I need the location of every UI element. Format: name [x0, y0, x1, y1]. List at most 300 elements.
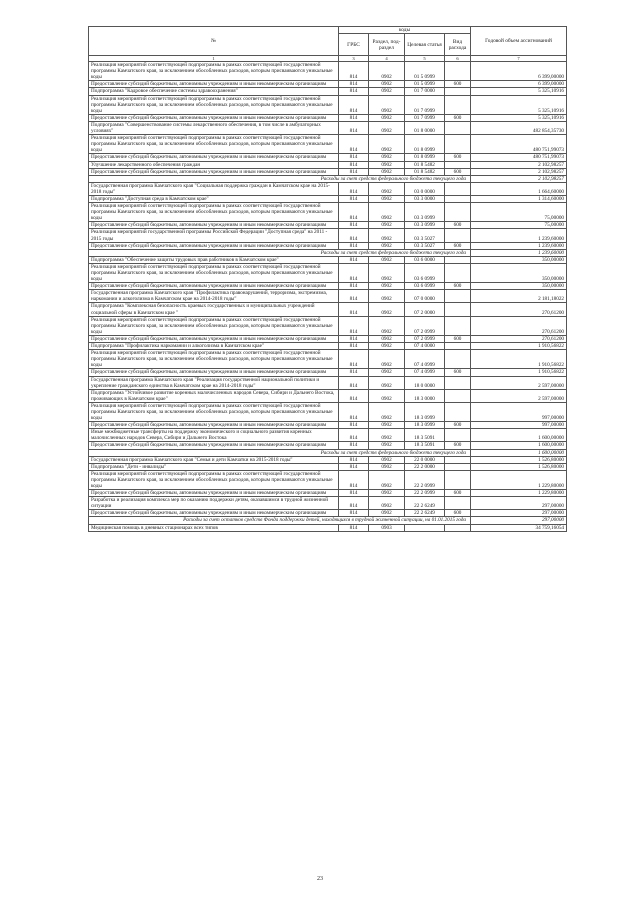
expense-type-cell — [445, 303, 471, 316]
razdel-cell: 0902 — [369, 203, 405, 222]
table-row — [89, 456, 567, 463]
razdel-cell: 0902 — [369, 182, 405, 195]
page-number: 23 — [317, 876, 323, 882]
target-article-cell: 22 2 6249 — [405, 510, 445, 517]
row-name-cell: Подпрограмма "Доступная среда в Камчатском крае" — [89, 195, 339, 202]
table-row — [89, 182, 567, 195]
amount-cell: 480 751,99073 — [471, 135, 567, 154]
table-row — [89, 88, 567, 95]
grbs-cell: 814 — [339, 463, 369, 470]
grbs-cell: 814 — [339, 316, 369, 335]
razdel-cell: 0902 — [369, 303, 405, 316]
table-row — [89, 343, 567, 350]
table-row — [89, 195, 567, 202]
row-name-cell: Реализация мероприятий соответствующей подпрограммы в рамках соответствующей государственной программы Камчатского края, за исключением обособленных расходов, которым присваиваются уникальные коды — [89, 316, 339, 335]
razdel-cell: 0902 — [369, 463, 405, 470]
table-row — [89, 316, 567, 335]
amount-cell: 1 314,60000 — [471, 195, 567, 202]
table-row — [89, 429, 567, 442]
expense-type-cell — [445, 497, 471, 510]
target-article-cell: 18 3 0000 — [405, 389, 445, 402]
razdel-cell: 0902 — [369, 168, 405, 175]
grbs-cell: 814 — [339, 456, 369, 463]
amount-cell: 270,61200 — [471, 335, 567, 342]
note-amount: 2 102,98257 — [471, 175, 567, 182]
header-amount: Годовой объем ассигнований — [471, 27, 567, 56]
header-number: № — [89, 27, 339, 56]
expense-type-cell — [445, 88, 471, 95]
row-name-cell: Улучшение лекарственного обеспечения граждан — [89, 161, 339, 168]
razdel-cell: 0902 — [369, 114, 405, 121]
razdel-cell: 0902 — [369, 456, 405, 463]
table-row — [89, 376, 567, 389]
row-name-cell: Реализация мероприятий соответствующей подпрограммы в рамках соответствующей государственной программы Камчатского края, за исключением обособленных расходов, которым присваиваются уникальные коды — [89, 203, 339, 222]
target-article-cell: 22 0 0000 — [405, 456, 445, 463]
expense-type-cell: 600 — [445, 510, 471, 517]
amount-cell: 5 325,10916 — [471, 88, 567, 95]
grbs-cell: 814 — [339, 114, 369, 121]
amount-cell: 2 102,98257 — [471, 161, 567, 168]
razdel-cell: 0902 — [369, 121, 405, 134]
amount-cell: 297,00000 — [471, 510, 567, 517]
row-name-cell: Иные межбюджетные трансферты на поддержку экономического и социального развития коренных малочисленных народов Севера, Сибири и Дальнего Востока — [89, 429, 339, 442]
target-article-cell: 03 3 5027 — [405, 242, 445, 249]
expense-type-cell — [445, 350, 471, 369]
target-article-cell: 03 3 5027 — [405, 229, 445, 242]
grbs-cell: 814 — [339, 442, 369, 449]
razdel-cell: 0902 — [369, 442, 405, 449]
razdel-cell: 0903 — [369, 524, 405, 531]
index-cell: 5 — [405, 56, 445, 62]
table-row — [89, 161, 567, 168]
funding-note-row — [89, 517, 567, 524]
expense-type-cell — [445, 524, 471, 531]
note-text: Расходы за счет средств федерального бюджета текущего года — [89, 175, 471, 182]
target-article-cell — [405, 524, 445, 531]
table-row — [89, 121, 567, 134]
table-row — [89, 283, 567, 290]
row-name-cell: Предоставление субсидий бюджетным, автономным учреждениям и иным некоммерческим организациям — [89, 168, 339, 175]
expense-type-cell — [445, 229, 471, 242]
row-name-cell: Реализация мероприятий соответствующей подпрограммы в рамках соответствующей государственной программы Камчатского края, за исключением обособленных расходов, которым присваиваются уникальные коды — [89, 263, 339, 282]
target-article-cell: 22 2 0999 — [405, 470, 445, 489]
expense-type-cell: 600 — [445, 168, 471, 175]
target-article-cell: 01 8 0999 — [405, 135, 445, 154]
razdel-cell: 0902 — [369, 402, 405, 421]
target-article-cell: 22 2 0000 — [405, 463, 445, 470]
amount-cell: 270,61200 — [471, 303, 567, 316]
expense-type-cell — [445, 316, 471, 335]
table-row — [89, 422, 567, 429]
document-page — [88, 26, 566, 532]
expense-type-cell: 600 — [445, 81, 471, 88]
target-article-cell: 07 2 0999 — [405, 316, 445, 335]
grbs-cell: 814 — [339, 303, 369, 316]
target-article-cell: 03 3 0999 — [405, 222, 445, 229]
expense-type-cell: 600 — [445, 154, 471, 161]
amount-cell: 1 600,00000 — [471, 429, 567, 442]
amount-cell: 482 854,35730 — [471, 121, 567, 134]
grbs-cell: 814 — [339, 195, 369, 202]
expense-type-cell: 600 — [445, 242, 471, 249]
expense-type-cell: 600 — [445, 369, 471, 376]
row-name-cell: Подпрограмма "Обеспечение защиты трудовых прав работников в Камчатском крае" — [89, 256, 339, 263]
expense-type-cell — [445, 62, 471, 81]
table-row — [89, 203, 567, 222]
expense-type-cell — [445, 263, 471, 282]
razdel-cell: 0902 — [369, 135, 405, 154]
grbs-cell: 814 — [339, 95, 369, 114]
razdel-cell: 0902 — [369, 429, 405, 442]
row-name-cell: Реализация мероприятий государственной программы Российской Федерации "Доступная среда" на 2011 - 2015 годы — [89, 229, 339, 242]
table-row — [89, 290, 567, 303]
table-row — [89, 303, 567, 316]
target-article-cell: 03 3 0999 — [405, 203, 445, 222]
row-name-cell: Предоставление субсидий бюджетным, автономным учреждениям и иным некоммерческим организациям — [89, 422, 339, 429]
amount-cell: 2 597,00000 — [471, 376, 567, 389]
row-name-cell: Реализация мероприятий соответствующей подпрограммы в рамках соответствующей государственной программы Камчатского края, за исключением обособленных расходов, которым присваиваются уникальные коды — [89, 135, 339, 154]
target-article-cell: 22 2 0999 — [405, 490, 445, 497]
grbs-cell: 814 — [339, 283, 369, 290]
table-row — [89, 335, 567, 342]
grbs-cell: 814 — [339, 490, 369, 497]
target-article-cell: 01 7 0999 — [405, 95, 445, 114]
grbs-cell: 814 — [339, 81, 369, 88]
target-article-cell: 01 5 0999 — [405, 62, 445, 81]
amount-cell: 1 526,80000 — [471, 463, 567, 470]
table-row — [89, 490, 567, 497]
grbs-cell: 814 — [339, 497, 369, 510]
table-header — [89, 27, 567, 62]
amount-cell: 75,00000 — [471, 222, 567, 229]
table-row — [89, 95, 567, 114]
amount-cell: 350,00000 — [471, 263, 567, 282]
amount-cell: 1 239,60000 — [471, 242, 567, 249]
amount-cell: 350,00000 — [471, 283, 567, 290]
target-article-cell: 03 6 0999 — [405, 263, 445, 282]
header-grbs: ГРБС — [339, 34, 369, 56]
expense-type-cell — [445, 290, 471, 303]
razdel-cell: 0902 — [369, 343, 405, 350]
target-article-cell: 01 8 5482 — [405, 161, 445, 168]
grbs-cell: 814 — [339, 376, 369, 389]
razdel-cell: 0902 — [369, 470, 405, 489]
razdel-cell: 0902 — [369, 95, 405, 114]
grbs-cell: 814 — [339, 290, 369, 303]
header-vid: Вид расхода — [445, 34, 471, 56]
row-name-cell: Государственная программа Камчатского края "Профилактика правонарушений, терроризма, экстремизма, наркомании и алкоголизма в Камчатском крае на 2014-2018 годы" — [89, 290, 339, 303]
expense-type-cell — [445, 456, 471, 463]
index-cell: 4 — [369, 56, 405, 62]
amount-cell: 1 239,60000 — [471, 229, 567, 242]
row-name-cell: Предоставление субсидий бюджетным, автономным учреждениям и иным некоммерческим организациям — [89, 242, 339, 249]
row-name-cell: Реализация мероприятий соответствующей подпрограммы в рамках соответствующей государственной программы Камчатского края, за исключением обособленных расходов, которым присваиваются уникальные коды — [89, 95, 339, 114]
target-article-cell: 18 3 0999 — [405, 422, 445, 429]
amount-cell: 2 102,98257 — [471, 168, 567, 175]
amount-cell: 1 910,56822 — [471, 369, 567, 376]
index-cell: 6 — [445, 56, 471, 62]
expense-type-cell — [445, 135, 471, 154]
amount-cell: 997,00000 — [471, 422, 567, 429]
target-article-cell: 07 4 0000 — [405, 343, 445, 350]
amount-cell: 1 910,56822 — [471, 350, 567, 369]
budget-table — [88, 26, 567, 532]
table-row — [89, 442, 567, 449]
row-name-cell: Государственная программа Камчатского края "Социальная поддержка граждан в Камчатском крае на 2015-2018 годы" — [89, 182, 339, 195]
table-row — [89, 524, 567, 531]
row-name-cell: Медицинская помощь в дневных стационарах всех типов — [89, 524, 339, 531]
row-name-cell: Подпрограмма "Совершенствование системы лекарственного обеспечения, в том числе в амбулаторных условиях" — [89, 121, 339, 134]
expense-type-cell: 600 — [445, 442, 471, 449]
razdel-cell: 0902 — [369, 222, 405, 229]
razdel-cell: 0902 — [369, 389, 405, 402]
row-name-cell: Предоставление субсидий бюджетным, автономным учреждениям и иным некоммерческим организациям — [89, 369, 339, 376]
grbs-cell: 814 — [339, 510, 369, 517]
row-name-cell: Предоставление субсидий бюджетным, автономным учреждениям и иным некоммерческим организациям — [89, 490, 339, 497]
razdel-cell: 0902 — [369, 81, 405, 88]
expense-type-cell — [445, 389, 471, 402]
amount-cell: 1 229,80000 — [471, 470, 567, 489]
header-codes: коды — [339, 27, 471, 34]
razdel-cell: 0902 — [369, 263, 405, 282]
grbs-cell: 814 — [339, 161, 369, 168]
table-row — [89, 369, 567, 376]
grbs-cell: 814 — [339, 242, 369, 249]
expense-type-cell — [445, 95, 471, 114]
expense-type-cell — [445, 121, 471, 134]
amount-cell: 1 229,80000 — [471, 490, 567, 497]
target-article-cell: 01 5 0999 — [405, 81, 445, 88]
funding-note-row — [89, 249, 567, 256]
razdel-cell: 0902 — [369, 422, 405, 429]
target-article-cell: 18 3 5091 — [405, 442, 445, 449]
razdel-cell: 0902 — [369, 62, 405, 81]
target-article-cell: 07 2 0999 — [405, 335, 445, 342]
grbs-cell: 814 — [339, 88, 369, 95]
table-row — [89, 497, 567, 510]
grbs-cell: 814 — [339, 135, 369, 154]
row-name-cell: Подпрограмма "Комплексная безопасность краевых государственных и муниципальных учреждений социальной сферы в Камчатском крае " — [89, 303, 339, 316]
amount-cell: 6 399,00000 — [471, 62, 567, 81]
row-name-cell: Предоставление субсидий бюджетным, автономным учреждениям и иным некоммерческим организациям — [89, 154, 339, 161]
target-article-cell: 01 7 0999 — [405, 114, 445, 121]
expense-type-cell — [445, 203, 471, 222]
grbs-cell: 814 — [339, 422, 369, 429]
note-amount: 1 600,00000 — [471, 449, 567, 456]
grbs-cell: 814 — [339, 369, 369, 376]
grbs-cell: 814 — [339, 222, 369, 229]
expense-type-cell — [445, 376, 471, 389]
funding-note-row — [89, 175, 567, 182]
grbs-cell: 814 — [339, 62, 369, 81]
header-tsel: Целевая статья — [405, 34, 445, 56]
row-name-cell: Реализация мероприятий соответствующей подпрограммы в рамках соответствующей государственной программы Камчатского края, за исключением обособленных расходов, которым присваиваются уникальные коды — [89, 470, 339, 489]
table-row — [89, 81, 567, 88]
row-name-cell: Подпрограмма "Дети - инвалиды" — [89, 463, 339, 470]
grbs-cell: 814 — [339, 182, 369, 195]
header-razdel: Раздел, под-раздел — [369, 34, 405, 56]
razdel-cell: 0902 — [369, 376, 405, 389]
amount-cell: 1 664,60000 — [471, 182, 567, 195]
target-article-cell: 01 7 0000 — [405, 88, 445, 95]
amount-cell: 75,00000 — [471, 203, 567, 222]
razdel-cell: 0902 — [369, 510, 405, 517]
expense-type-cell — [445, 256, 471, 263]
grbs-cell: 814 — [339, 524, 369, 531]
row-name-cell: Предоставление субсидий бюджетным, автономным учреждениям и иным некоммерческим организациям — [89, 114, 339, 121]
grbs-cell: 814 — [339, 154, 369, 161]
amount-cell: 997,00000 — [471, 402, 567, 421]
amount-cell: 270,61200 — [471, 316, 567, 335]
grbs-cell: 814 — [339, 121, 369, 134]
razdel-cell: 0902 — [369, 154, 405, 161]
row-name-cell: Подпрограмма "Профилактика наркомании и алкоголизма в Камчатском крае" — [89, 343, 339, 350]
expense-type-cell: 600 — [445, 283, 471, 290]
target-article-cell: 03 6 0000 — [405, 256, 445, 263]
funding-note-row — [89, 449, 567, 456]
row-name-cell: Предоставление субсидий бюджетным, автономным учреждениям и иным некоммерческим организациям — [89, 283, 339, 290]
table-row — [89, 402, 567, 421]
target-article-cell: 03 0 0000 — [405, 182, 445, 195]
row-name-cell: Предоставление субсидий бюджетным, автономным учреждениям и иным некоммерческим организациям — [89, 335, 339, 342]
table-row — [89, 135, 567, 154]
razdel-cell: 0902 — [369, 369, 405, 376]
note-amount: 297,00000 — [471, 517, 567, 524]
grbs-cell: 814 — [339, 350, 369, 369]
target-article-cell: 01 8 0000 — [405, 121, 445, 134]
index-cell: 7 — [471, 56, 567, 62]
target-article-cell: 01 8 5482 — [405, 168, 445, 175]
target-article-cell: 07 4 0999 — [405, 350, 445, 369]
table-row — [89, 154, 567, 161]
amount-cell: 6 399,00000 — [471, 81, 567, 88]
row-name-cell: Подпрограмма "Кадровое обеспечение системы здравоохранения" — [89, 88, 339, 95]
razdel-cell: 0902 — [369, 256, 405, 263]
target-article-cell: 07 0 0000 — [405, 290, 445, 303]
table-row — [89, 229, 567, 242]
table-row — [89, 263, 567, 282]
razdel-cell: 0902 — [369, 290, 405, 303]
table-row — [89, 470, 567, 489]
expense-type-cell — [445, 402, 471, 421]
razdel-cell: 0902 — [369, 195, 405, 202]
table-row — [89, 389, 567, 402]
expense-type-cell: 600 — [445, 114, 471, 121]
row-name-cell: Реализация мероприятий соответствующей подпрограммы в рамках соответствующей государственной программы Камчатского края, за исключением обособленных расходов, которым присваиваются уникальные коды — [89, 402, 339, 421]
target-article-cell: 22 2 6249 — [405, 497, 445, 510]
target-article-cell: 07 2 0000 — [405, 303, 445, 316]
razdel-cell: 0902 — [369, 490, 405, 497]
amount-cell: 1 526,80000 — [471, 456, 567, 463]
razdel-cell: 0902 — [369, 242, 405, 249]
table-row — [89, 168, 567, 175]
razdel-cell: 0902 — [369, 316, 405, 335]
grbs-cell: 814 — [339, 203, 369, 222]
index-cell: 3 — [339, 56, 369, 62]
target-article-cell: 18 3 0999 — [405, 402, 445, 421]
row-name-cell: Государственная программа Камчатского края "Реализация государственной национальной политики и укрепление гражданского единства в Камчатском крае на 2014-2018 годы" — [89, 376, 339, 389]
table-row — [89, 222, 567, 229]
table-row — [89, 463, 567, 470]
amount-cell: 2 181,18022 — [471, 290, 567, 303]
note-text: Расходы за счет средств федерального бюджета текущего года — [89, 249, 471, 256]
row-name-cell: Предоставление субсидий бюджетным, автономным учреждениям и иным некоммерческим организациям — [89, 81, 339, 88]
target-article-cell: 01 8 0999 — [405, 154, 445, 161]
grbs-cell: 814 — [339, 335, 369, 342]
table-row — [89, 510, 567, 517]
row-name-cell: Предоставление субсидий бюджетным, автономным учреждениям и иным некоммерческим организациям — [89, 510, 339, 517]
row-name-cell: Предоставление субсидий бюджетным, автономным учреждениям и иным некоммерческим организациям — [89, 442, 339, 449]
table-row — [89, 350, 567, 369]
razdel-cell: 0902 — [369, 229, 405, 242]
grbs-cell: 814 — [339, 389, 369, 402]
table-body — [89, 62, 567, 532]
table-row — [89, 242, 567, 249]
grbs-cell: 814 — [339, 429, 369, 442]
razdel-cell: 0902 — [369, 161, 405, 168]
note-text: Расходы за счет средств федерального бюджета текущего года — [89, 449, 471, 456]
expense-type-cell: 600 — [445, 222, 471, 229]
expense-type-cell — [445, 343, 471, 350]
amount-cell: 34 759,16054 — [471, 524, 567, 531]
table-row — [89, 62, 567, 81]
amount-cell: 1 600,00000 — [471, 442, 567, 449]
amount-cell: 297,00000 — [471, 497, 567, 510]
target-article-cell: 18 0 0000 — [405, 376, 445, 389]
grbs-cell: 814 — [339, 256, 369, 263]
razdel-cell: 0902 — [369, 335, 405, 342]
expense-type-cell — [445, 429, 471, 442]
expense-type-cell: 600 — [445, 490, 471, 497]
note-amount: 1 239,60000 — [471, 249, 567, 256]
row-name-cell: Разработка и реализация комплекса мер по оказанию поддержки детям, оказавшимся в трудной жизненной ситуации — [89, 497, 339, 510]
grbs-cell: 814 — [339, 263, 369, 282]
row-name-cell: Реализация мероприятий соответствующей подпрограммы в рамках соответствующей государственной программы Камчатского края, за исключением обособленных расходов, которым присваиваются уникальные коды — [89, 62, 339, 81]
table-row — [89, 114, 567, 121]
amount-cell: 350,00000 — [471, 256, 567, 263]
target-article-cell: 18 3 5091 — [405, 429, 445, 442]
expense-type-cell — [445, 182, 471, 195]
expense-type-cell — [445, 470, 471, 489]
expense-type-cell — [445, 161, 471, 168]
row-name-cell: Подпрограмма "Устойчивое развитие коренных малочисленных народов Севера, Сибири и Дальнего Востока, проживающих в Камчатском крае" — [89, 389, 339, 402]
target-article-cell: 07 4 0999 — [405, 369, 445, 376]
grbs-cell: 814 — [339, 168, 369, 175]
expense-type-cell — [445, 195, 471, 202]
expense-type-cell: 600 — [445, 335, 471, 342]
razdel-cell: 0902 — [369, 88, 405, 95]
amount-cell: 5 325,10916 — [471, 95, 567, 114]
amount-cell: 5 325,10916 — [471, 114, 567, 121]
grbs-cell: 814 — [339, 343, 369, 350]
amount-cell: 1 910,56822 — [471, 343, 567, 350]
amount-cell: 480 751,99073 — [471, 154, 567, 161]
expense-type-cell — [445, 463, 471, 470]
table-row — [89, 256, 567, 263]
index-cell: 1 — [89, 56, 339, 62]
razdel-cell: 0902 — [369, 350, 405, 369]
razdel-cell: 0902 — [369, 283, 405, 290]
target-article-cell: 03 3 0000 — [405, 195, 445, 202]
row-name-cell: Реализация мероприятий соответствующей подпрограммы в рамках соответствующей государственной программы Камчатского края, за исключением обособленных расходов, которым присваиваются уникальные коды — [89, 350, 339, 369]
target-article-cell: 03 6 0999 — [405, 283, 445, 290]
note-text: Расходы за счет остатков средств Фонда поддержки детей, находящихся в трудной жизненной ситуации, на 01.01.2015 года — [89, 517, 471, 524]
razdel-cell: 0902 — [369, 497, 405, 510]
grbs-cell: 814 — [339, 470, 369, 489]
row-name-cell: Государственная программа Камчатского края "Семья и дети Камчатки на 2015-2018 годы" — [89, 456, 339, 463]
grbs-cell: 814 — [339, 402, 369, 421]
grbs-cell: 814 — [339, 229, 369, 242]
